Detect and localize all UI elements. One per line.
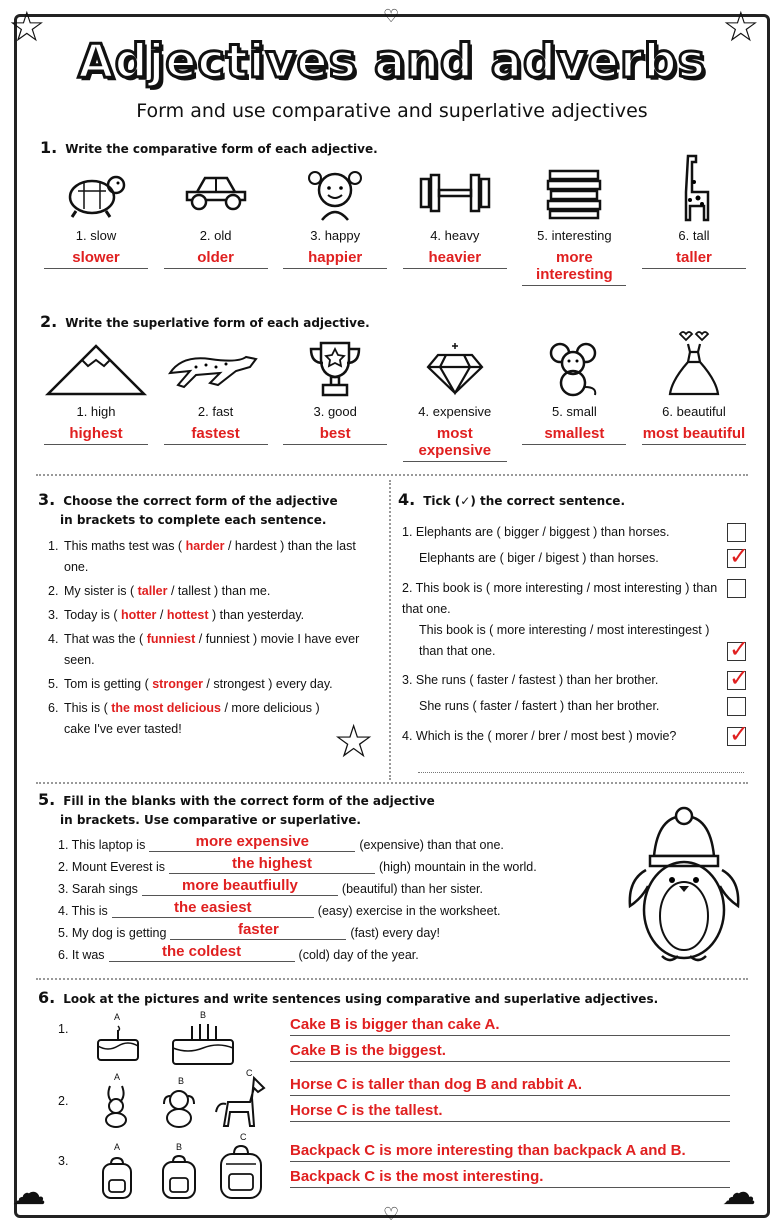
checkmark-icon: ✓ bbox=[729, 664, 750, 692]
list-item: 1. This maths test was ( harder / hardest ) than the last one. bbox=[48, 539, 356, 574]
list-item: 2. My sister is ( taller / tallest ) than me. bbox=[48, 584, 271, 598]
dumbbell-icon bbox=[415, 173, 495, 213]
cheetah-icon bbox=[166, 349, 266, 389]
divider bbox=[36, 474, 748, 476]
mountain-icon bbox=[46, 342, 146, 396]
answer-blank[interactable]: the highest bbox=[169, 855, 375, 874]
mouse-icon bbox=[548, 341, 600, 397]
backpack-icon bbox=[100, 1156, 134, 1200]
tick-box[interactable] bbox=[727, 579, 746, 598]
answer-field[interactable]: highest bbox=[44, 425, 148, 445]
cloud-icon: ☁ bbox=[12, 1173, 46, 1213]
item-cell bbox=[518, 338, 630, 462]
item-cell bbox=[399, 338, 511, 462]
list-item: 3. Today is ( hotter / hottest ) than yesterday. bbox=[48, 608, 305, 622]
item-word: 6. beautiful bbox=[662, 404, 726, 419]
dog-icon bbox=[158, 1088, 200, 1128]
list-item: 1. This laptop is more expensive (expensive) than that one. bbox=[58, 833, 504, 852]
tick-row: This book is ( more interesting / most interestingest ) than that one. ✓ bbox=[419, 623, 750, 663]
tick-row: 1. Elephants are ( bigger / biggest ) than horses. bbox=[402, 522, 746, 543]
section-5-list bbox=[58, 830, 537, 962]
item-word: 2. old bbox=[199, 228, 232, 243]
star-icon: ☆ bbox=[8, 2, 46, 51]
answer-field[interactable]: smallest bbox=[522, 425, 626, 445]
dress-icon bbox=[666, 328, 722, 398]
backpack-icon bbox=[218, 1144, 264, 1200]
choice-b[interactable]: funniest bbox=[205, 632, 250, 646]
answer-field[interactable]: slower bbox=[44, 249, 148, 269]
answer-blank[interactable]: the easiest bbox=[112, 899, 314, 918]
section-1-heading: 1. Write the comparative form of each adjective. bbox=[40, 138, 378, 157]
section-5-heading: 5. Fill in the blanks with the correct form of the adjective in brackets. Use comparative or superlative. bbox=[38, 790, 435, 827]
heart-icon: ♡ bbox=[383, 1204, 400, 1225]
tick-box[interactable] bbox=[727, 664, 750, 692]
item-cell bbox=[638, 162, 750, 286]
horse-icon bbox=[214, 1074, 270, 1130]
item-cell bbox=[279, 338, 391, 462]
item-cell bbox=[279, 162, 391, 286]
item-word: 1. high bbox=[76, 404, 116, 419]
column-divider bbox=[389, 480, 391, 780]
answer-field[interactable]: most beautiful bbox=[642, 425, 746, 445]
page-title: Adjectives and adverbs bbox=[78, 34, 706, 88]
list-item: 5. My dog is getting faster (fast) every day! bbox=[58, 921, 441, 940]
checkmark-icon: ✓ bbox=[729, 635, 750, 663]
tick-box[interactable] bbox=[727, 697, 746, 716]
item-word: 4. heavy bbox=[430, 228, 480, 243]
answer-line bbox=[418, 772, 744, 773]
tick-box[interactable] bbox=[727, 542, 750, 570]
answer-sentence[interactable]: Backpack C is more interesting than backpack A and B. bbox=[290, 1142, 730, 1162]
answer-sentence[interactable]: Horse C is the tallest. bbox=[290, 1102, 730, 1122]
answer-blank[interactable]: faster bbox=[170, 921, 346, 940]
choice-a[interactable]: taller bbox=[137, 584, 168, 598]
checkmark-icon: ✓ bbox=[729, 720, 750, 748]
answer-field[interactable]: most expensive bbox=[403, 425, 507, 462]
books-icon bbox=[544, 167, 604, 219]
tick-row: 2. This book is ( more interesting / most interesting ) than that one. bbox=[402, 578, 746, 620]
choice-b[interactable]: strongest bbox=[213, 677, 265, 691]
choice-a[interactable]: harder bbox=[185, 539, 225, 553]
list-item: 5. Tom is getting ( stronger / strongest ) every day. bbox=[48, 677, 333, 691]
rabbit-icon bbox=[98, 1084, 134, 1128]
checkmark-icon: ✓ bbox=[729, 542, 750, 570]
cake-icon bbox=[170, 1020, 236, 1066]
item-cell bbox=[638, 338, 750, 462]
diamond-icon bbox=[424, 341, 486, 397]
car-icon bbox=[183, 170, 249, 216]
tick-box[interactable] bbox=[727, 523, 746, 542]
heart-icon: ♡ bbox=[383, 6, 400, 27]
section-4-heading: 4. Tick (✓) the correct sentence. bbox=[398, 490, 625, 509]
item-cell bbox=[160, 338, 272, 462]
section-1-items bbox=[40, 162, 750, 286]
answer-field[interactable]: best bbox=[283, 425, 387, 445]
item-word: 5. small bbox=[551, 404, 597, 419]
tick-row: 4. Which is the ( morer / brer / most best ) movie? ✓ bbox=[402, 720, 750, 748]
answer-sentence[interactable]: Cake B is bigger than cake A. bbox=[290, 1016, 730, 1036]
section-2-heading: 2. Write the superlative form of each adjective. bbox=[40, 312, 370, 331]
backpack-icon bbox=[160, 1154, 198, 1200]
trophy-icon bbox=[305, 339, 365, 399]
answer-blank[interactable]: more expensive bbox=[149, 833, 355, 852]
divider bbox=[36, 782, 748, 784]
choice-b[interactable]: hottest bbox=[166, 608, 209, 622]
divider bbox=[36, 978, 748, 980]
choice-a[interactable]: stronger bbox=[152, 677, 203, 691]
item-cell bbox=[40, 162, 152, 286]
answer-sentence[interactable]: Cake B is the biggest. bbox=[290, 1042, 730, 1062]
answer-field[interactable]: more interesting bbox=[522, 249, 626, 286]
star-icon: ☆ bbox=[722, 2, 760, 51]
answer-sentence[interactable]: Horse C is taller than dog B and rabbit A. bbox=[290, 1076, 730, 1096]
turtle-icon bbox=[64, 167, 128, 219]
page-subtitle: Form and use comparative and superlative adjectives bbox=[136, 100, 648, 122]
answer-field[interactable]: older bbox=[164, 249, 268, 269]
answer-blank[interactable]: the coldest bbox=[109, 943, 295, 962]
list-item: 6. This is ( the most delicious / more delicious ) cake I've ever tasted! bbox=[48, 701, 320, 736]
item-word: 3. good bbox=[313, 404, 357, 419]
tick-box[interactable] bbox=[727, 720, 750, 748]
list-item: 3. Sarah sings more beautfiully (beautiful) than her sister. bbox=[58, 877, 483, 896]
tick-row: 3. She runs ( faster / fastest ) than her brother. ✓ bbox=[402, 664, 750, 692]
answer-field[interactable]: taller bbox=[642, 249, 746, 269]
tick-row: Elephants are ( biger / bigest ) than horses. ✓ bbox=[419, 542, 750, 570]
list-item: 2. Mount Everest is the highest (high) mountain in the world. bbox=[58, 855, 537, 874]
item-word: 6. tall bbox=[678, 228, 710, 243]
section-2-items bbox=[40, 338, 750, 462]
item-cell bbox=[160, 162, 272, 286]
choice-a[interactable]: the most delicious bbox=[111, 701, 221, 715]
item-word: 2. fast bbox=[197, 404, 234, 419]
answer-field[interactable]: fastest bbox=[164, 425, 268, 445]
section-3-list bbox=[48, 536, 378, 743]
item-word: 1. slow bbox=[75, 228, 117, 243]
section-3-heading: 3. Choose the correct form of the adjective in brackets to complete each sentence. bbox=[38, 490, 338, 527]
choice-b[interactable]: more delicious bbox=[231, 701, 312, 715]
answer-sentence[interactable]: Backpack C is the most interesting. bbox=[290, 1168, 730, 1188]
section-6-heading: 6. Look at the pictures and write sentences using comparative and superlative adjectives. bbox=[38, 988, 659, 1007]
cake-icon bbox=[94, 1024, 142, 1062]
item-cell bbox=[518, 162, 630, 286]
penguin-icon bbox=[626, 806, 742, 966]
answer-blank[interactable]: more beautfiully bbox=[142, 877, 338, 896]
choice-a[interactable]: funniest bbox=[146, 632, 196, 646]
choice-b[interactable]: tallest bbox=[177, 584, 211, 598]
tick-box[interactable] bbox=[727, 635, 750, 663]
tick-row: She runs ( faster / fastert ) than her brother. bbox=[402, 696, 746, 717]
giraffe-icon bbox=[674, 152, 714, 224]
list-item: 6. It was the coldest (cold) day of the year. bbox=[58, 943, 419, 962]
item-word: 3. happy bbox=[310, 228, 361, 243]
item-cell bbox=[40, 338, 152, 462]
cloud-icon: ☁ bbox=[722, 1173, 756, 1213]
girl-icon bbox=[306, 164, 364, 222]
list-item: 4. This is the easiest (easy) exercise in the worksheet. bbox=[58, 899, 501, 918]
answer-field[interactable]: happier bbox=[283, 249, 387, 269]
star-icon: ☆ bbox=[333, 714, 375, 768]
choice-b[interactable]: hardest bbox=[234, 539, 277, 553]
item-word: 4. expensive bbox=[418, 404, 492, 419]
choice-a[interactable]: hotter bbox=[120, 608, 157, 622]
answer-field[interactable]: heavier bbox=[403, 249, 507, 269]
item-word: 5. interesting bbox=[537, 228, 612, 243]
item-cell bbox=[399, 162, 511, 286]
list-item: 4. That was the ( funniest / funniest ) movie I have ever seen. bbox=[48, 632, 360, 667]
